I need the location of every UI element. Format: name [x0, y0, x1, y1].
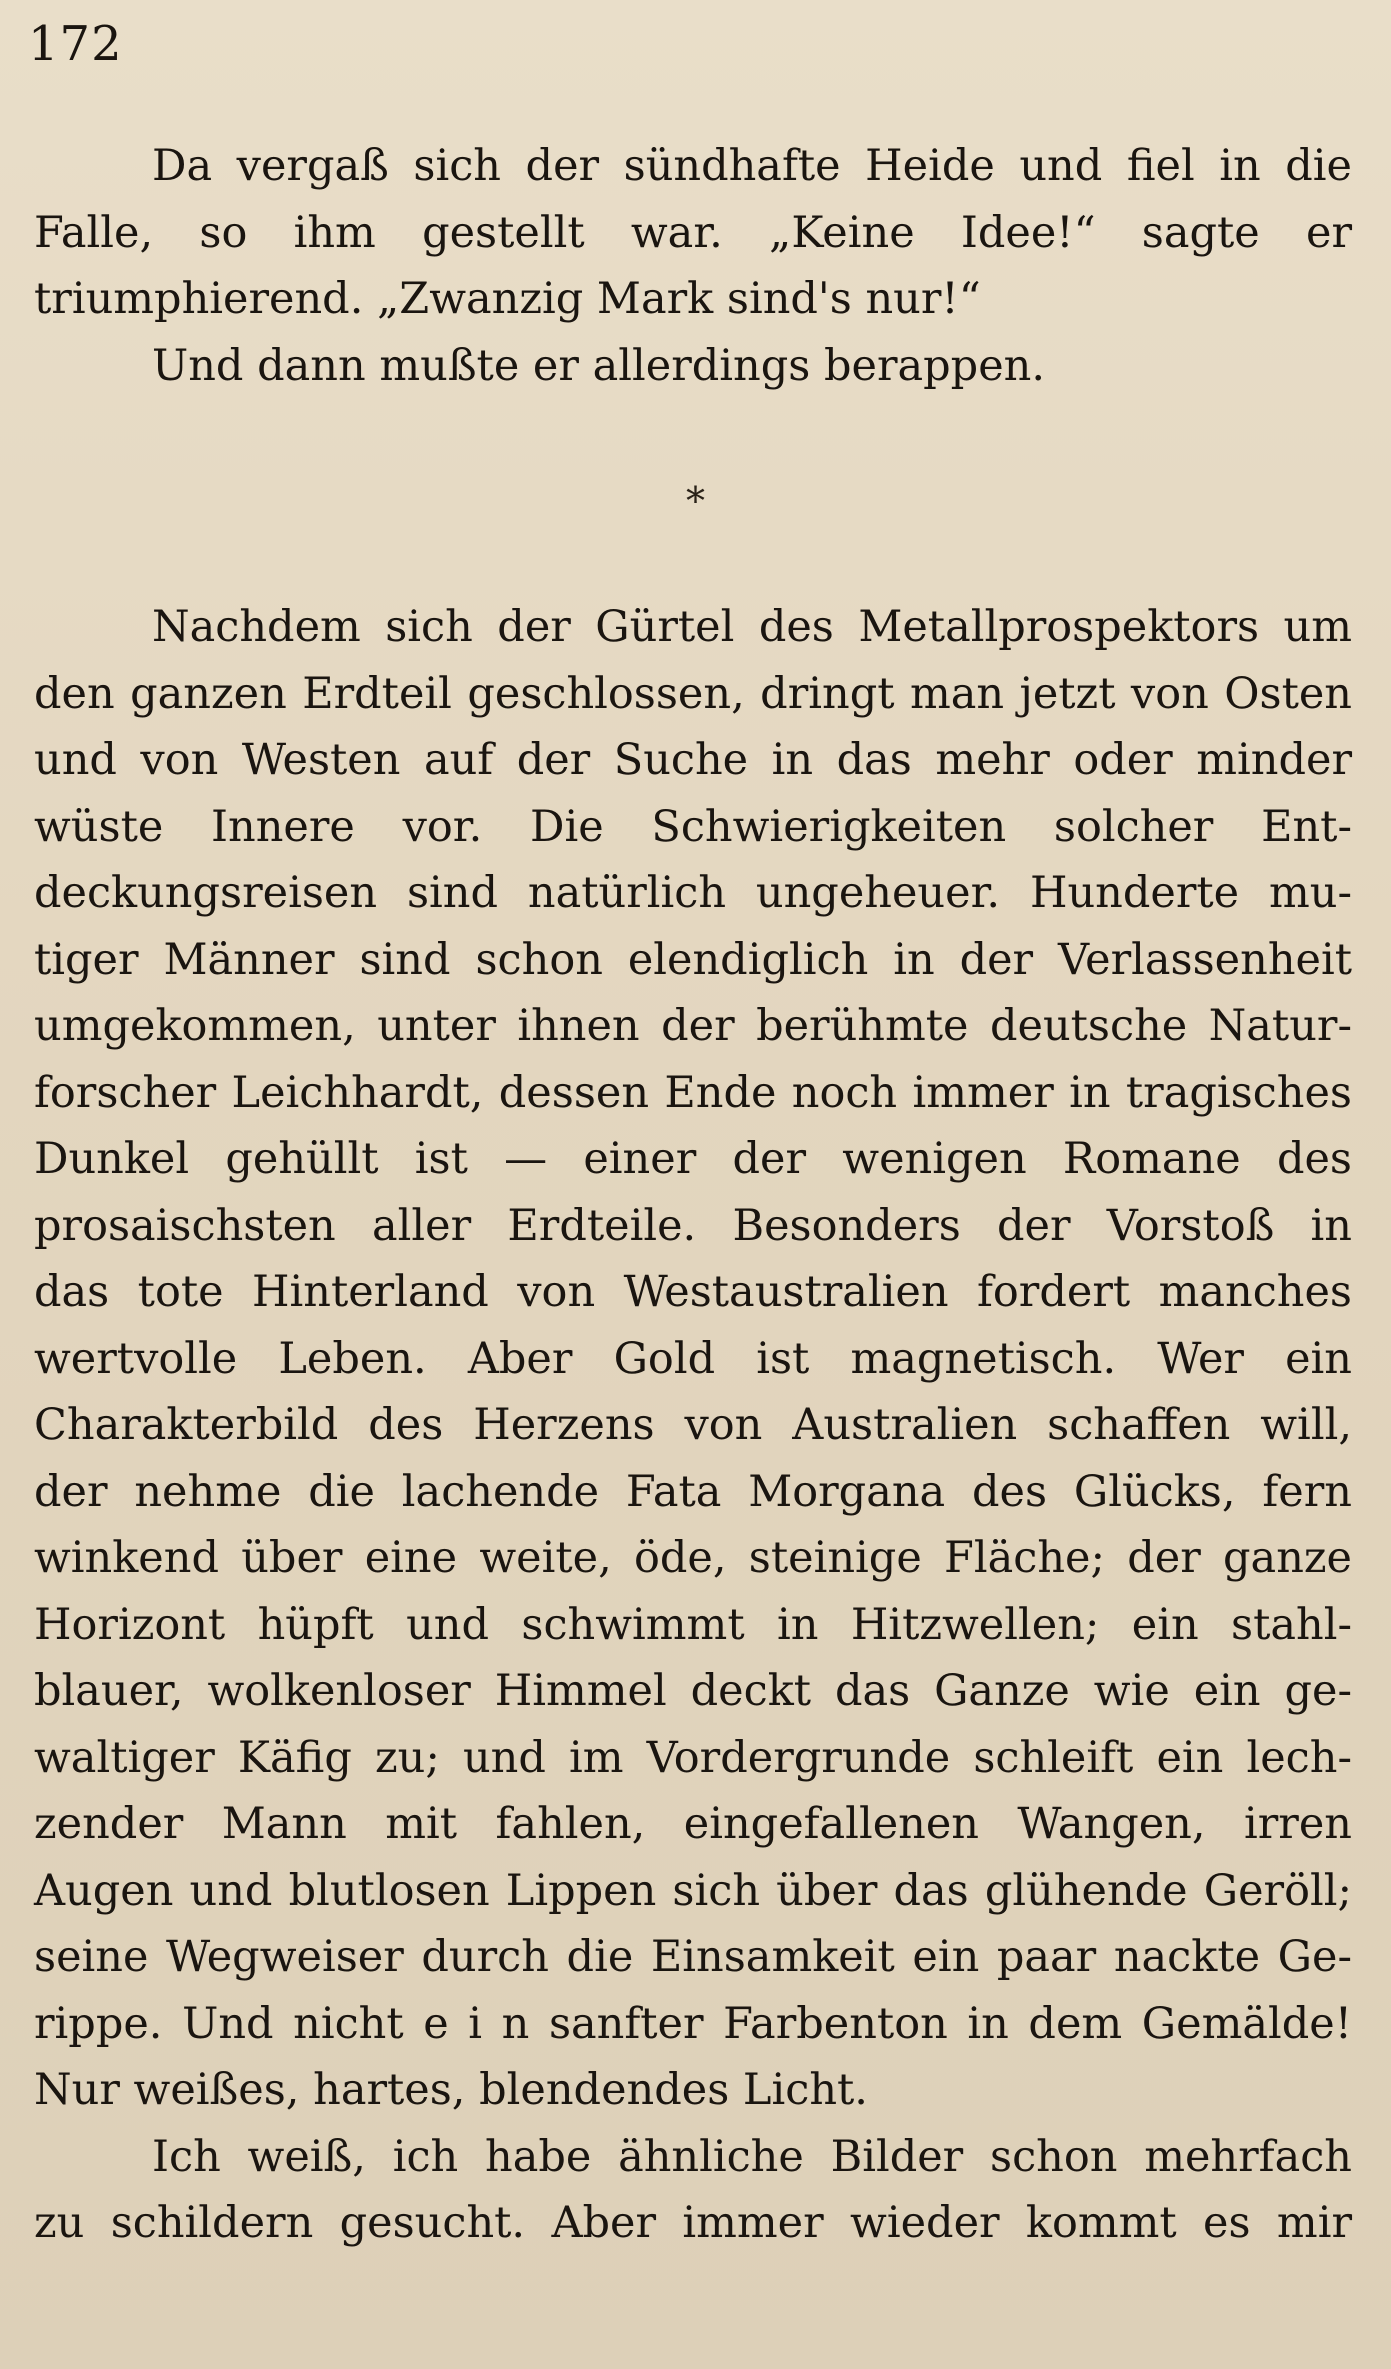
- text-line: rippe. Und nicht e i n sanfter Farbenton in dem Gemälde!: [34, 1998, 1352, 2049]
- text-line: blauer, wolkenloser Himmel deckt das Ganze wie ein ge-: [34, 1666, 1352, 1716]
- text-line: und von Westen auf der Suche in das mehr oder minder: [34, 735, 1352, 785]
- text-line: Dunkel gehüllt ist — einer der wenigen Romane des: [34, 1134, 1352, 1184]
- text-line: deckungsreisen sind natürlich ungeheuer. Hunderte mu-: [34, 868, 1352, 918]
- text-line: winkend über eine weite, öde, steinige Fläche; der ganze: [34, 1533, 1352, 1583]
- text-line: Da vergaß sich der sündhafte Heide und fiel in die: [152, 141, 1352, 191]
- text-line: das tote Hinterland von Westaustralien fordert manches: [34, 1267, 1352, 1317]
- text-line: Nachdem sich der Gürtel des Metallprospektors um: [152, 602, 1352, 652]
- text-line: der nehme die lachende Fata Morgana des Glücks, fern: [34, 1466, 1352, 1517]
- text-line: seine Wegweiser durch die Einsamkeit ein paar nackte Ge-: [34, 1932, 1352, 1982]
- text-line: den ganzen Erdteil geschlossen, dringt man jetzt von Osten: [34, 668, 1352, 719]
- text-line: wertvolle Leben. Aber Gold ist magnetisch. Wer ein: [34, 1333, 1352, 1384]
- text-line: prosaischsten aller Erdteile. Besonders der Vorstoß in: [34, 1200, 1352, 1251]
- text-line: Falle, so ihm gestellt war. „Keine Idee!“ sagte er: [34, 207, 1352, 258]
- text-line: Augen und blutlosen Lippen sich über das glühende Geröll;: [34, 1865, 1352, 1916]
- paragraph-block-2: [34, 594, 1352, 2257]
- text-line: umgekommen, unter ihnen der berühmte deutsche Natur-: [34, 1001, 1352, 1051]
- text-line: tiger Männer sind schon elendiglich in der Verlassenheit: [34, 934, 1352, 985]
- text-line: Nur weißes, hartes, blendendes Licht.: [34, 2065, 868, 2115]
- text-line: zu schildern gesucht. Aber immer wieder kommt es mir: [34, 2198, 1352, 2248]
- text-line: triumphierend. „Zwanzig Mark sind's nur!“: [34, 274, 981, 324]
- section-divider-asterisk: *: [686, 479, 705, 523]
- text-line: wüste Innere vor. Die Schwierigkeiten solcher Ent-: [34, 801, 1352, 852]
- page-number: 172: [28, 16, 123, 72]
- text-line: Charakterbild des Herzens von Australien schaffen will,: [34, 1400, 1352, 1450]
- text-line: zender Mann mit fahlen, eingefallenen Wangen, irren: [34, 1799, 1352, 1849]
- text-line: waltiger Käfig zu; und im Vordergrunde schleift ein lech-: [34, 1732, 1352, 1783]
- text-line: Ich weiß, ich habe ähnliche Bilder schon mehrfach: [152, 2131, 1352, 2182]
- text-line: Horizont hüpft und schwimmt in Hitzwellen; ein stahl-: [34, 1599, 1352, 1650]
- paragraph-block-1: [34, 133, 1352, 399]
- text-line: Und dann mußte er allerdings berappen.: [152, 340, 1046, 391]
- text-line: forscher Leichhardt, dessen Ende noch immer in tragisches: [34, 1067, 1352, 1118]
